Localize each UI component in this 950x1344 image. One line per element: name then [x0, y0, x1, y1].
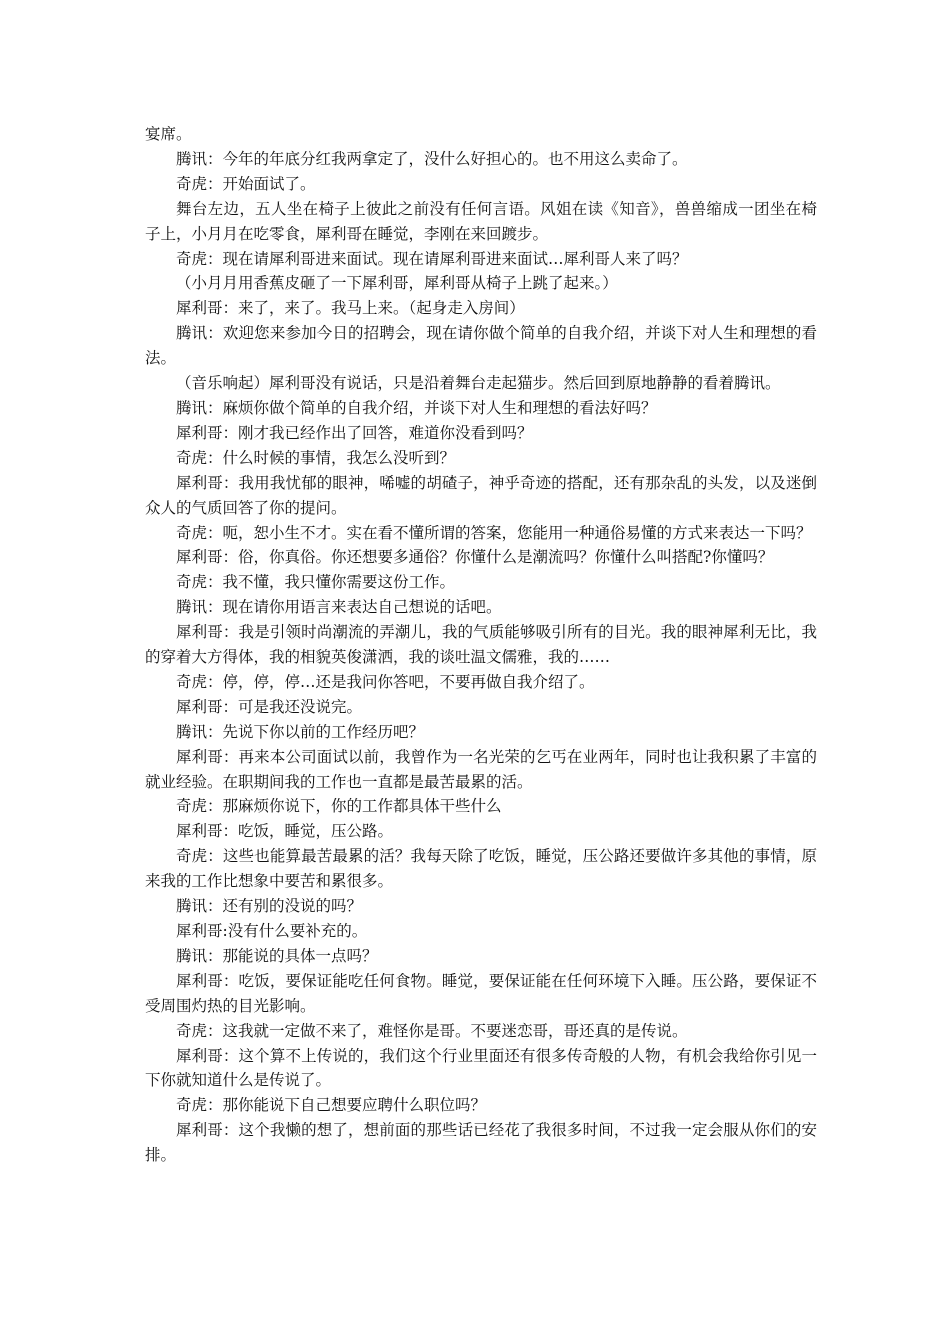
paragraph: 奇虎：我不懂，我只懂你需要这份工作。	[176, 573, 456, 592]
paragraph: 犀利哥：俗，你真俗。你还想要多通俗？你懂什么是潮流吗？你懂什么叫搭配?你懂吗？	[176, 548, 774, 567]
paragraph: 犀利哥：来了，来了。我马上来。（起身走入房间）	[176, 299, 525, 318]
paragraph: 奇虎：开始面试了。	[176, 174, 316, 193]
paragraph: （小月月用香蕉皮砸了一下犀利哥，犀利哥从椅子上跳了起来。）	[176, 274, 618, 293]
paragraph: 腾讯：那能说的具体一点吗？	[176, 946, 378, 965]
paragraph: 奇虎：这我就一定做不来了，难怪你是哥。不要迷恋哥，哥还真的是传说。	[176, 1021, 688, 1040]
paragraph: 奇虎：停，停，停…还是我问你答吧，不要再做自我介绍了。	[176, 672, 595, 691]
paragraph: 奇虎：那麻烦你说下，你的工作都具体干些什么	[176, 797, 502, 816]
paragraph: 腾讯：现在请你用语言来表达自己想说的话吧。	[176, 598, 502, 617]
paragraph: 犀利哥：刚才我已经作出了回答，难道你没看到吗？	[176, 423, 533, 442]
paragraph: 舞台左边，五人坐在椅子上彼此之前没有任何言语。风姐在读《知音》，兽兽缩成一团坐在椅子上，小月月在吃零食，犀利哥在睡觉，李刚在来回踱步。	[145, 199, 817, 243]
document-body	[145, 122, 817, 1168]
paragraph: 腾讯：麻烦你做个简单的自我介绍，并谈下对人生和理想的看法好吗？	[176, 398, 657, 417]
paragraph: 奇虎：这些也能算最苦最累的活？我每天除了吃饭，睡觉，压公路还要做许多其他的事情，原来我的工作比想象中要苦和累很多。	[145, 847, 817, 891]
paragraph: 腾讯：欢迎您来参加今日的招聘会，现在请你做个简单的自我介绍，并谈下对人生和理想的看法。	[145, 324, 817, 368]
paragraph: 犀利哥：这个我懒的想了，想前面的那些话已经花了我很多时间，不过我一定会服从你们的安排。	[145, 1121, 817, 1165]
paragraph: 犀利哥：再来本公司面试以前，我曾作为一名光荣的乞丐在业两年，同时也让我积累了丰富的就业经验。在职期间我的工作也一直都是最苦最累的活。	[145, 747, 817, 791]
paragraph: 奇虎：现在请犀利哥进来面试。现在请犀利哥进来面试…犀利哥人来了吗？	[176, 249, 688, 268]
paragraph: 犀利哥:没有什么要补充的。	[176, 922, 368, 940]
paragraph: 犀利哥：这个算不上传说的，我们这个行业里面还有很多传奇般的人物，有机会我给你引见一下你就知道什么是传说了。	[145, 1046, 817, 1090]
paragraph: 犀利哥：可是我还没说完。	[176, 697, 363, 716]
paragraph: 奇虎：呃，恕小生不才。实在看不懂所谓的答案，您能用一种通俗易懂的方式来表达一下吗？	[176, 523, 812, 542]
paragraph: 奇虎：什么时候的事情，我怎么没听到？	[176, 448, 456, 467]
paragraph: 腾讯：还有别的没说的吗？	[176, 897, 363, 916]
paragraph: 腾讯：今年的年底分红我两拿定了，没什么好担心的。也不用这么卖命了。	[176, 149, 688, 168]
paragraph: 奇虎：那你能说下自己想要应聘什么职位吗？	[176, 1096, 487, 1115]
paragraph: 宴席。	[145, 125, 192, 143]
paragraph: 犀利哥：吃饭，睡觉，压公路。	[176, 822, 394, 841]
paragraph: 腾讯：先说下你以前的工作经历吧？	[176, 722, 425, 741]
paragraph: （音乐响起）犀利哥没有说话，只是沿着舞台走起猫步。然后回到原地静静的看着腾讯。	[176, 374, 781, 393]
paragraph: 犀利哥：我是引领时尚潮流的弄潮儿，我的气质能够吸引所有的目光。我的眼神犀利无比，我的穿着大方得体，我的相貌英俊潇洒，我的谈吐温文儒雅，我的……	[145, 623, 817, 667]
paragraph: 犀利哥：吃饭，要保证能吃任何食物。睡觉，要保证能在任何环境下入睡。压公路，要保证不受周围灼热的目光影响。	[145, 971, 817, 1015]
paragraph: 犀利哥：我用我忧郁的眼神，唏嘘的胡碴子，神乎奇迹的搭配，还有那杂乱的头发，以及迷倒众人的气质回答了你的提问。	[145, 473, 817, 517]
